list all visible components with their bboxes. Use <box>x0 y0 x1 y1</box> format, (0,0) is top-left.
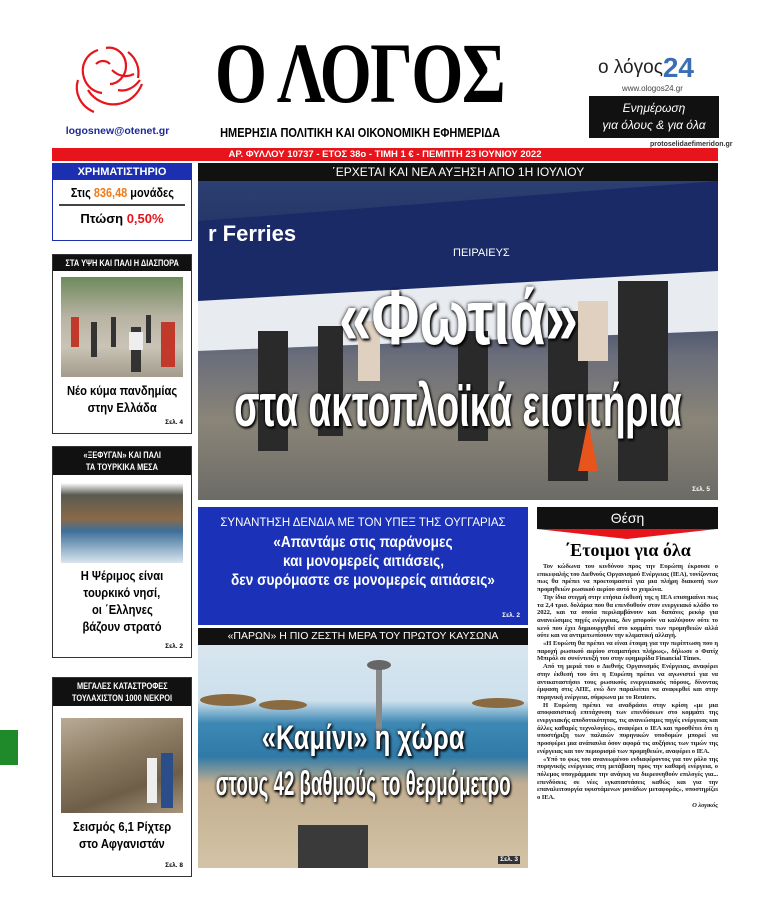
ologos24-name: ο λόγος <box>598 57 663 78</box>
slogan-line-1: Ενημέρωση <box>622 101 686 115</box>
caption-line: τουρκικό νησί, <box>83 585 161 600</box>
heat-headline-2: στους 42 βαθμούς το θερμόμετρο <box>215 765 511 803</box>
dendias-quote <box>198 533 528 590</box>
stock-value: 836,48 <box>93 185 127 200</box>
opinion-title: ΄Ετοιμοι για όλα <box>564 540 691 560</box>
opinion-paragraph: «Υπό το φως του ανανεωμένου ενδιαφέροντος για τον ρόλο της πυρηνικής ενέργειας στη μετάβαση προς την καθαρή ενέργεια, ο πόλεμος υπογράμμισε την ανάγκη να διερευνηθούν επιλογές για... επενδύσεις σε νέες εγκαταστάσεις καθώς και για την επαναλειτουργία υφιστάμενων μονάδων μεταφοράς», υποστηρίζει ο IEA. <box>537 755 718 802</box>
caption-line: Σεισμός 6,1 Ρίχτερ <box>72 819 172 834</box>
newspaper-title: Ο ΛΟΓΟΣ <box>215 25 505 121</box>
quote-line: «Απαντάμε στις παράνομες <box>273 534 453 551</box>
heat-story-kicker: «ΠΑΡΩΝ» Η ΠΙΟ ΖΕΣΤΗ ΜΕΡΑ ΤΟΥ ΠΡΩΤΟΥ ΚΑΥΣΩΝΑ <box>198 628 528 645</box>
source-credit: protoselidaefimeridon.gr <box>650 141 733 148</box>
newspaper-subtitle-wrap <box>160 126 560 141</box>
stock-pre: Στις <box>70 185 91 200</box>
opinion-header-arrow <box>537 529 717 539</box>
ship-port-text: ΠΕΙΡΑΙΕΥΣ <box>453 247 510 259</box>
heat-story-beach-photo[interactable] <box>198 645 528 868</box>
main-headline-1: «Φωτιά» <box>338 273 578 361</box>
side-story-caption <box>53 382 191 416</box>
header-line: «ΞΕΦΥΓΑΝ» ΚΑΙ ΠΑΛΙ <box>83 450 161 460</box>
heat-headline-1: «Καμίνι» η χώρα <box>261 719 465 757</box>
caption-line: στην Ελλάδα <box>87 400 157 415</box>
stock-value-line <box>59 185 185 206</box>
main-story-ferry-photo[interactable] <box>198 181 718 500</box>
page-ref: Σελ. 8 <box>165 862 183 869</box>
heat-headline-1-wrap <box>198 719 528 758</box>
opinion-paragraph: Από τη μεριά του ο Διεθνής Οργανισμός Ενέργειας, αναφέρει στην έκθεσή του ότι η Ευρώπη πρέπει να αγωνιστεί για να αντικαταστήσει τους ρωσικούς ενεργειακούς πόρους, δίνοντας έμφαση στις ΑΠΕ, ενώ δεν παραλείπει να αναφερθεί και στην πυρηνική ενέργεια, σύμφωνα με το Reuters. <box>537 663 718 701</box>
dendias-story[interactable] <box>198 507 528 625</box>
caption-line: Νέο κύμα πανδημίας <box>66 383 178 398</box>
stock-post: μονάδες <box>129 185 174 200</box>
main-story-kicker: ΄ΕΡΧΕΤΑΙ ΚΑΙ ΝΕΑ ΑΥΞΗΣΗ ΑΠΟ 1Η ΙΟΥΛΙΟΥ <box>198 163 718 181</box>
green-edge-marker <box>0 730 18 765</box>
page-ref: Σελ. 2 <box>502 612 520 619</box>
side-story-header: ΣΤΑ ΥΨΗ ΚΑΙ ΠΑΛΙ Η ΔΙΑΣΠΟΡΑ <box>65 258 179 268</box>
side-story-caption <box>53 818 191 852</box>
stock-header: ΧΡΗΜΑΤΙΣΤΗΡΙΟ <box>53 164 191 180</box>
stock-drop-value: 0,50% <box>126 211 164 226</box>
opinion-paragraph: Την ίδια στιγμή στην ετήσια έκθεσή της η IEA επισημαίνει πως τα 2,4 τρισ. δολάρια που θα επενδυθούν στον ενεργειακό κλάδο το 2022, και τα οποία περιλαμβάνουν και δαπάνες ρεκόρ για ανανεώσιμες πηγές ενέργειας, δεν μπορούν να καλύψουν ούτε το κενό που έχει δημιουργηθεί στο κομμάτι των προμηθειών αλλά ούτε και να αντιμετωπίσουν την κλιματική αλλαγή. <box>537 593 718 640</box>
newspaper-title-wrap <box>120 25 600 121</box>
side-story-earthquake[interactable] <box>52 677 192 877</box>
main-headline-2-wrap <box>198 371 718 440</box>
caption-line: στο Αφγανιστάν <box>79 836 165 851</box>
header-line: ΤΟΥΛΑΧΙΣΤΟΝ 1000 ΝΕΚΡΟΙ <box>71 693 173 703</box>
quote-line: δεν συρόμαστε σε μονομερείς αιτιάσεις» <box>231 572 495 589</box>
page-ref: Σελ. 3 <box>500 856 518 863</box>
page-ref: Σελ. 5 <box>692 486 710 493</box>
page-ref: Σελ. 4 <box>165 419 183 426</box>
opinion-signature: Ο λογικός <box>692 801 718 809</box>
earthquake-ruins-photo <box>61 718 183 813</box>
header-line: ΤΑ ΤΟΥΡΚΙΚΑ ΜΕΣΑ <box>85 462 159 472</box>
ologos24-url[interactable]: www.ologos24.gr <box>622 84 683 93</box>
main-headline-1-wrap <box>198 273 718 363</box>
quote-line: και μονομερείς αιτιάσεις, <box>282 553 444 570</box>
caption-line: οι ΄Ελληνες <box>91 602 153 617</box>
header-line: ΜΕΓΑΛΕΣ ΚΑΤΑΣΤΡΟΦΕΣ <box>76 681 168 691</box>
stock-market-box <box>52 163 192 241</box>
opinion-body <box>537 563 718 810</box>
opinion-paragraph: Η Ευρώπη πρέπει να αναδράσει στην κρίση «με μια αποφασιστική επιτάχυνση των επενδύσεων στο κομμάτι της ενεργειακής αποδοτικότητας, τις ανανεώσιμες πηγές ενέργειας και άλλες καθαρές τεχνολογίες», αναφέρει ο IEA και προσθέτει ότι η υποστήριξη των παλαιών πυρηνικών υποδομών μπορεί να προσφέρει μια ανάπαυλα όσον αφορά τις αυξήσεις των τιμών της ενέργειας και τον περιορισμό των προμηθειών, αναφέρει ο IEA. <box>537 701 718 755</box>
opinion-section-header: Θέση <box>537 507 718 529</box>
caption-line: Η Ψέριμος είναι <box>80 568 164 583</box>
opinion-paragraph: Τον κώδωνα του κινδύνου προς την Ευρώπη έκρουσε ο επικεφαλής του Διεθνούς Οργανισμού Ενέργειας (IEA), τονίζοντας πως θα πρέπει να προετοιμαστεί για μια πλήρη διακοπή των προμηθειών ρωσικού αερίου αυτό το χειμώνα. <box>537 563 718 594</box>
stock-drop-label: Πτώση <box>80 211 124 226</box>
side-story-header <box>53 447 191 475</box>
street-crowd-photo <box>61 277 183 377</box>
contact-email[interactable]: logosnew@otenet.gr <box>65 125 170 137</box>
ship-brand-text: r Ferries <box>208 221 297 246</box>
caption-line: βάζουν στρατό <box>82 619 162 634</box>
dendias-kicker: ΣΥΝΑΝΤΗΣΗ ΔΕΝΔΙΑ ΜΕ ΤΟΝ ΥΠΕΞ ΤΗΣ ΟΥΓΓΑΡΙΑΣ <box>220 517 506 529</box>
stock-drop-line <box>53 211 191 226</box>
main-headline-2: στα ακτοπλοϊκά εισιτήρια <box>234 372 682 439</box>
side-story-header <box>53 678 191 706</box>
newspaper-subtitle: ΗΜΕΡΗΣΙΑ ΠΟΛΙΤΙΚΗ ΚΑΙ ΟΙΚΟΝΟΜΙΚΗ ΕΦΗΜΕΡΙΔΑ <box>219 126 501 140</box>
page-ref: Σελ. 2 <box>165 643 183 650</box>
slogan-box <box>589 96 719 138</box>
ologos24-logo[interactable] <box>598 54 748 82</box>
slogan-line-2: για όλους & για όλα <box>602 118 706 132</box>
heat-headline-2-wrap <box>198 765 528 804</box>
ologos24-number: 24 <box>662 52 695 83</box>
opinion-paragraph: «Η Ευρώπη θα πρέπει να είναι έτοιμη για την περίπτωση που η παροχή ρωσικού αερίου σταματήσει πλήρως», δήλωσε ο Φατίχ Μπιρόλ σε συνέντευξή του στην εφημερίδα Financial Times. <box>537 640 718 663</box>
issue-info-bar: ΑΡ. ΦΥΛΛΟΥ 10737 - ΕΤΟΣ 38ο - ΤΙΜΗ 1 € - ΠΕΜΠΤΗ 23 ΙΟΥΝΙΟΥ 2022 <box>52 148 718 161</box>
side-story-pandemic[interactable] <box>52 254 192 434</box>
side-story-header-bar <box>53 255 191 271</box>
